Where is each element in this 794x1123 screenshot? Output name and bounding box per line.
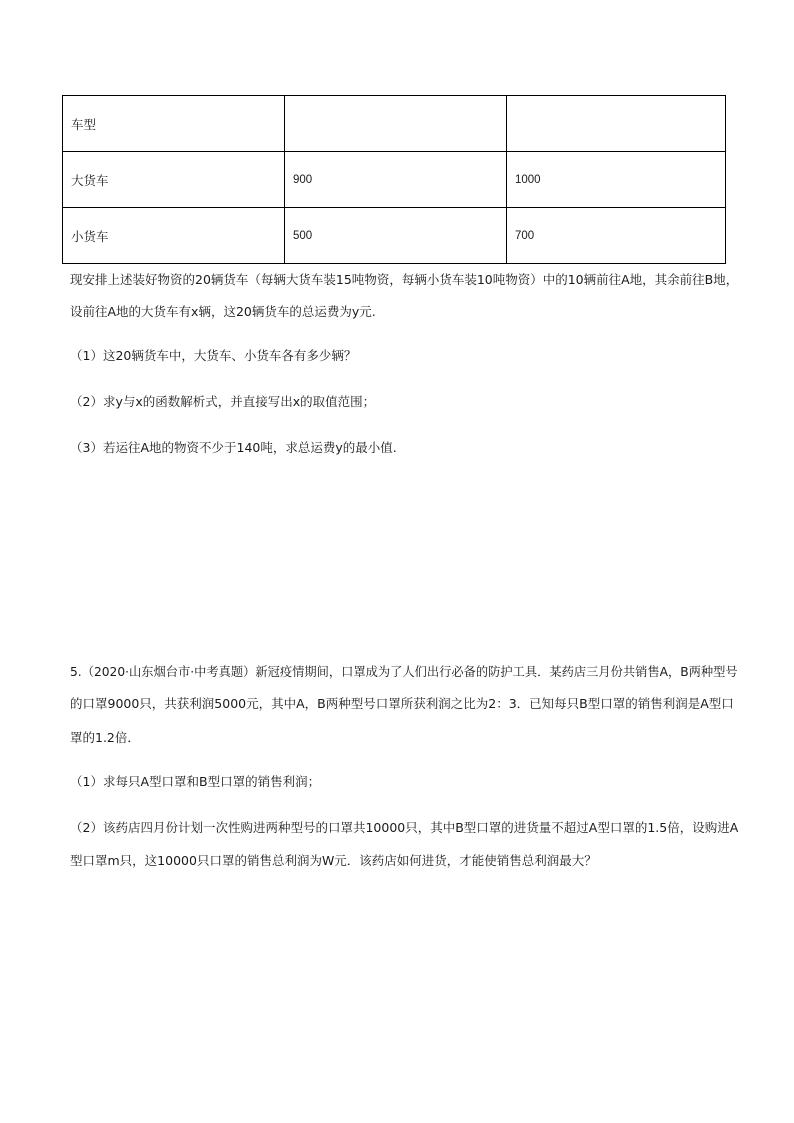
table-header-row xyxy=(63,96,726,152)
freight-cost-table xyxy=(62,95,726,264)
q5-part-2-line-2: 型口罩m只，这10000只口罩的销售总利润为W元．该药店如何进货，才能使销售总利润最大？ xyxy=(70,853,597,868)
table-header-cell xyxy=(285,96,507,152)
table-cell: 1000 xyxy=(507,152,726,208)
table-row xyxy=(63,208,726,264)
table-cell: 500 xyxy=(285,208,507,264)
q4-part-2: （2）求y与x的函数解析式，并直接写出x的取值范围； xyxy=(70,394,376,409)
table-cell: 900 xyxy=(285,152,507,208)
table-header-cell xyxy=(507,96,726,152)
q5-stem-line-2: 的口罩9000只，共获利润5000元，其中A，B两种型号口罩所获利润之比为2：3．已知每只B型口罩的销售利润是A型口 xyxy=(70,696,734,711)
q5-stem-line-1: 5.（2020·山东烟台市·中考真题）新冠疫情期间，口罩成为了人们出行必备的防护工具．某药店三月份共销售A，B两种型号 xyxy=(70,665,738,679)
table-header-cell: 车型 xyxy=(63,96,285,152)
q4-intro-line-2: 设前往A地的大货车有x辆，这20辆货车的总运费为y元. xyxy=(70,304,376,319)
table-cell: 小货车 xyxy=(63,208,285,264)
q5-part-2-line-1: （2）该药店四月份计划一次性购进两种型号的口罩共10000只，其中B型口罩的进货量不超过A型口罩的1.5倍，设购进A xyxy=(70,820,739,835)
q5-part-1: （1）求每只A型口罩和B型口罩的销售利润； xyxy=(70,774,321,789)
q4-part-1: （1）这20辆货车中，大货车、小货车各有多少辆？ xyxy=(70,348,357,363)
table-row xyxy=(63,152,726,208)
q4-intro-line-1: 现安排上述装好物资的20辆货车（每辆大货车装15吨物资，每辆小货车装10吨物资）中的10辆前往A地，其余前往B地， xyxy=(70,272,739,287)
table-cell: 大货车 xyxy=(63,152,285,208)
q4-part-3: （3）若运往A地的物资不少于140吨，求总运费y的最小值. xyxy=(70,440,397,455)
table-cell: 700 xyxy=(507,208,726,264)
q5-stem-line-3: 罩的1.2倍． xyxy=(70,730,140,745)
